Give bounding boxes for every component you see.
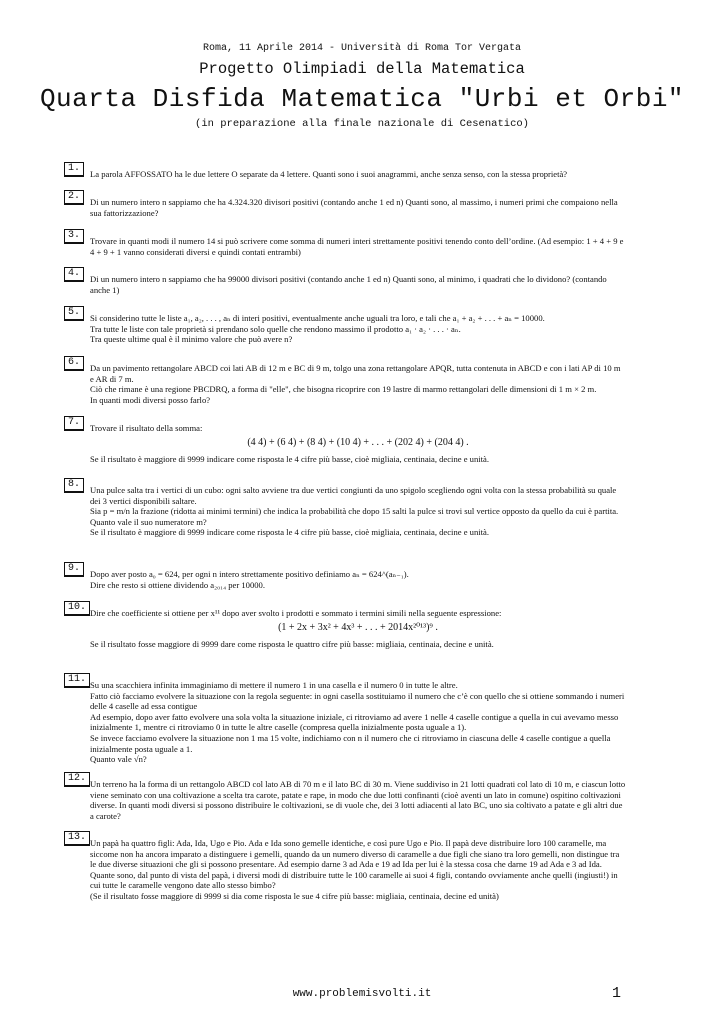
problem-text: Trovare in quanti modi il numero 14 si può scrivere come somma di numeri interi strettamente positivi tenendo conto dell’ordine. (Ad esempio: 1 + 4 + 9 e 4 + 9 + 1 vanno considerati diversi e quindi contati entrambi) — [90, 236, 624, 257]
problem-text: Su una scacchiera infinita immaginiamo di mettere il numero 1 in una casella e il numero 0 in tutte le altre. — [90, 680, 458, 690]
problem-text: Di un numero intero n sappiamo che ha 99000 divisori positivi (contando anche 1 ed n) Quanti sono, al minimo, i quadrati che lo dividono? (contando anche 1) — [90, 274, 607, 295]
problem-text: La parola AFFOSSATO ha le due lettere O separate da 4 lettere. Quanti sono i suoi anagrammi, anche senza senso, con la stessa proprietà? — [90, 169, 568, 179]
problem-text: Trovare il risultato della somma: — [90, 423, 203, 433]
problem-number: 10. — [64, 601, 90, 616]
problem-text: Se invece facciamo evolvere la situazione non 1 ma 15 volte, indichiamo con n il numero che ci ritroviamo in ciascuna delle 4 caselle contigue a quella inizialmente posta uguale a 1. — [90, 732, 611, 754]
problem-6 — [64, 356, 626, 405]
problem-number: 2. — [64, 190, 84, 205]
problem-text: (Se il risultato fosse maggiore di 9999 si dia come risposta le sue 4 cifre più basse: migliaia, centinaia, decine ed unità) — [90, 890, 499, 901]
problem-number: 11. — [64, 673, 90, 688]
problem-8 — [64, 478, 626, 538]
problem-number: 5. — [64, 306, 84, 321]
problem-text: Sia p = m/n la frazione (ridotta ai minimi termini) che indica la probabilità che dopo 15 salti la pulce si trovi sul vertice opposto da quello da cui è partita. — [90, 506, 619, 517]
problem-number: 1. — [64, 162, 84, 177]
problem-text: Si considerino tutte le liste a₁, a₂, . . . , aₙ di interi positivi, eventualmente anche uguali tra loro, e tali che a₁ + a₂ + . . . + aₙ = 10000. — [90, 313, 545, 323]
problem-7 — [64, 416, 626, 465]
problem-11 — [64, 673, 626, 765]
problem-number: 6. — [64, 356, 84, 371]
problem-text: Quanto vale √n? — [90, 754, 147, 765]
problem-1 — [64, 162, 626, 180]
problem-text: Se il risultato è maggiore di 9999 indicare come risposta le 4 cifre più basse, cioè migliaia, centinaia, decine e unità. — [90, 454, 489, 465]
problem-text: Dopo aver posto a₀ = 624, per ogni n intero strettamente positivo definiamo aₙ = 624^(aₙ₋₁). — [90, 569, 409, 579]
problem-13 — [64, 831, 626, 902]
project-name: Progetto Olimpiadi della Matematica — [199, 60, 525, 78]
problem-5 — [64, 306, 626, 345]
problem-number: 13. — [64, 831, 90, 846]
problem-text: Se il risultato è maggiore di 9999 indicare come risposta le 4 cifre più basse, cioè migliaia, centinaia, decine e unità. — [90, 527, 489, 538]
problem-text: Un papà ha quattro figli: Ada, Ida, Ugo e Pio. Ada e Ida sono gemelle identiche, e così pure Ugo e Pio. Il papà deve distribuire loro 100 caramelle, ma siccome non ha ancora imparato a distinguere i gemelli, quando da un numero diverso di caramelle a due figli che siano tra loro gemelli, non distingue tra le due diverse situazioni che gli si possono presentare. Ad esempio darne 3 ad Ada e 19 ad Ida per lui è la stessa cosa che darne 19 ad Ada e 3 ad Ida. — [90, 838, 620, 870]
problem-9 — [64, 562, 626, 590]
footer-url[interactable]: www.problemisvolti.it — [292, 988, 432, 1000]
formula: (1 + 2x + 3x² + 4x³ + . . . + 2014x²⁰¹³)⁹ . — [278, 621, 438, 633]
problem-4 — [64, 267, 626, 295]
problem-text: Da un pavimento rettangolare ABCD coi lati AB di 12 m e BC di 9 m, tolgo una zona rettangolare APQR, tutta contenuta in ABCD e con i lati AP di 10 m e AR di 7 m. — [90, 363, 621, 384]
problem-number: 7. — [64, 416, 84, 431]
problem-text: Un terreno ha la forma di un rettangolo ABCD col lato AB di 70 m e il lato BC di 30 m. Viene suddiviso in 21 lotti quadrati col lato di 10 m, e ciascun lotto viene seminato con una coltivazione a scelta tra carote, patate e rape, in modo che due lotti confinanti (cioè aventi un lato in comune) ospitino coltivazioni diverse. In quanti modi diversi si possono distribuire le coltivazioni, se di vuole che, dei 3 lotti adiacenti al lato BC, uno sia coltivato a patate e gli altri due a carote? — [90, 779, 626, 821]
page-title: Quarta Disfida Matematica "Urbi et Orbi" — [39, 84, 685, 114]
problem-text: Ad esempio, dopo aver fatto evolvere una sola volta la situazione iniziale, ci ritroviamo ad avere 1 nelle 4 caselle contigue a quella in cui avevamo messo inizialmente 1, mentre ci ritroviamo 0 in tutte le altre caselle (compresa quella inizialmente posta uguale a 1). — [90, 711, 619, 733]
problem-text: Dire che resto si ottiene dividendo a₂₀₁₄ per 10000. — [90, 579, 265, 590]
problem-text: Quante sono, dal punto di vista del papà, i diversi modi di distribuire tutte le 100 caramelle ai suoi 4 figli, contando ovviamente anche quelli (ingiusti!) in cui tutte le caramelle vengono date allo stesso bimbo? — [90, 869, 618, 891]
problem-12 — [64, 772, 626, 821]
problem-text: Dire che coefficiente si ottiene per x¹¹ dopo aver svolto i prodotti e sommato i termini simili nella seguente espressione: — [90, 608, 502, 618]
problem-number: 4. — [64, 267, 84, 282]
problem-number: 12. — [64, 772, 90, 787]
problem-number: 3. — [64, 229, 84, 244]
problem-text: Se il risultato fosse maggiore di 9999 dare come risposta le quattro cifre più basse: migliaia, centinaia, decine e unità. — [90, 639, 494, 650]
problem-number: 9. — [64, 562, 84, 577]
problem-number: 8. — [64, 478, 84, 493]
problem-text: Fatto ciò facciamo evolvere la situazione con la regola seguente: in ogni casella sostituiamo il numero che c’è con quello che si ottiene sommando i numeri delle 4 caselle ad essa contigue — [90, 690, 625, 712]
page-number: 1 — [612, 985, 622, 1002]
page-subtitle: (in preparazione alla finale nazionale di Cesenatico) — [195, 118, 529, 130]
problem-2 — [64, 190, 626, 218]
problem-text: Di un numero intero n sappiamo che ha 4.324.320 divisori positivi (contando anche 1 ed n) Quanti sono, al massimo, i numeri primi che compaiono nella sua fattorizzazione? — [90, 197, 618, 218]
problem-10 — [64, 601, 626, 650]
formula: (4 4) + (6 4) + (8 4) + (10 4) + . . . + (202 4) + (204 4) . — [247, 436, 469, 448]
problem-3 — [64, 229, 626, 257]
header-date: Roma, 11 Aprile 2014 - Università di Roma Tor Vergata — [202, 43, 522, 54]
problem-text: Ciò che rimane è una regione PBCDRQ, a forma di "elle", che bisogna ricoprire con 19 lastre di marmo rettangolari delle dimensioni di 1 m × 2 m. — [90, 384, 597, 395]
problem-text: Tra queste ultime qual è il minimo valore che può avere n? — [90, 334, 293, 345]
problem-text: Quanto vale il suo numeratore m? — [90, 516, 207, 527]
problem-text: In quanti modi diversi posso farlo? — [90, 394, 211, 405]
problem-text: Tra tutte le liste con tale proprietà si prendano solo quelle che rendono massimo il prodotto a₁ · a₂ · . . . · aₙ. — [90, 323, 461, 334]
problem-text: Una pulce salta tra i vertici di un cubo: ogni salto avviene tra due vertici congiunti da uno spigolo scegliendo ogni volta con la stessa probabilità su quale dei 3 vertici disponibili saltare. — [90, 485, 617, 506]
